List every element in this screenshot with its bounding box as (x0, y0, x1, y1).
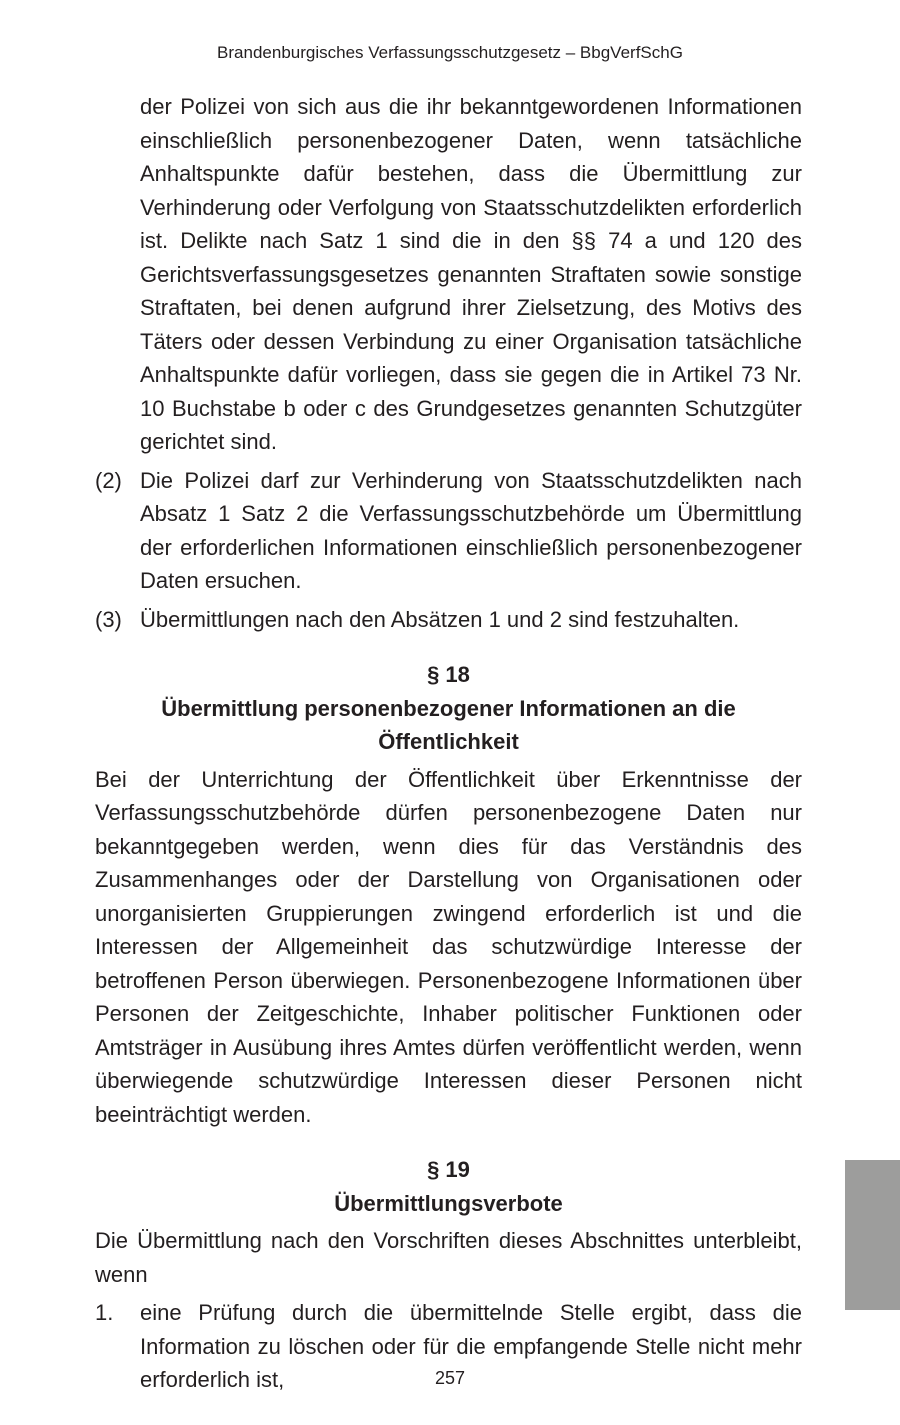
running-header: Brandenburgisches Verfassungsschutzgesetz – BbgVerfSchG (217, 43, 683, 62)
section-18-text: Bei der Unterrichtung der Öffentlichkeit über Erkenntnisse der Verfassungsschutzbehörde dürfen personenbezogene Daten nur bekanntgegeben werden, wenn dies für das Verständnis des Zusammenhanges oder der Darstellung von Organisationen oder unorganisierten Gruppierungen zwingend erforderlich ist und die Interessen der Allgemeinheit das schutzwürdige Interesse der betroffenen Person überwiegen. Personenbezogene Informationen über Personen der Zeitgeschichte, Inhaber politischer Funktionen oder Amtsträger in Ausübung ihres Amtes dürfen veröffentlicht werden, wenn überwiegende schutzwürdige Interessen dieser Personen nicht beeinträchtigt werden. (95, 766, 802, 1127)
paragraph-2 (95, 464, 802, 598)
paragraph-text: Übermittlungen nach den Absätzen 1 und 2 sind festzuhalten. (140, 606, 740, 632)
section-18-number: § 18 (427, 662, 470, 687)
paragraph-3 (95, 603, 802, 637)
paragraph-number: (2) (95, 467, 122, 493)
section-19-title: Übermittlungsverbote (334, 1190, 563, 1216)
item-text: eine Prüfung durch die übermittelnde Stelle ergibt, dass die Information zu löschen oder für die empfangende Stelle nicht mehr erforderlich ist, (140, 1300, 802, 1392)
section-18-title-line2: Öffentlichkeit (378, 729, 519, 754)
page-body (95, 90, 802, 1397)
continued-paragraph: der Polizei von sich aus die ihr bekanntgewordenen Informationen einschließlich personenbezogener Daten, wenn tatsächliche Anhaltspunkte dafür bestehen, dass die Übermittlung zur Verhinderung oder Verfolgung von Staatsschutzdelikten erforderlich ist. Delikte nach Satz 1 sind die in den §§ 74 a und 120 des Gerichtsverfassungsgesetzes genannten Straftaten sowie sonstige Straftaten, bei denen aufgrund ihrer Zielsetzung, des Motivs des Täters oder dessen Verbindung zu einer Organisation tatsächliche Anhaltspunkte dafür vorliegen, dass sie gegen die in Artikel 73 Nr. 10 Buchstabe b oder c des Grundgesetzes genannten Schutzgüter gerichtet sind. (140, 94, 802, 454)
page-number: 257 (434, 1368, 466, 1388)
section-19-number: § 19 (427, 1157, 470, 1182)
section-19-intro: Die Übermittlung nach den Vorschriften dieses Abschnittes unterbleibt, wenn (95, 1228, 802, 1287)
paragraph-text: Die Polizei darf zur Verhinderung von Staatsschutzdelikten nach Absatz 1 Satz 2 die Verfassungsschutzbehörde um Übermittlung der erforderlichen Informationen einschließlich personenbezogener Daten ersuchen. (140, 467, 802, 593)
section-18-title-line1: Übermittlung personenbezogener Informationen an die (161, 695, 736, 721)
chapter-thumb-tab (845, 1160, 900, 1310)
paragraph-number: (3) (95, 606, 122, 632)
item-number: 1. (95, 1300, 114, 1325)
